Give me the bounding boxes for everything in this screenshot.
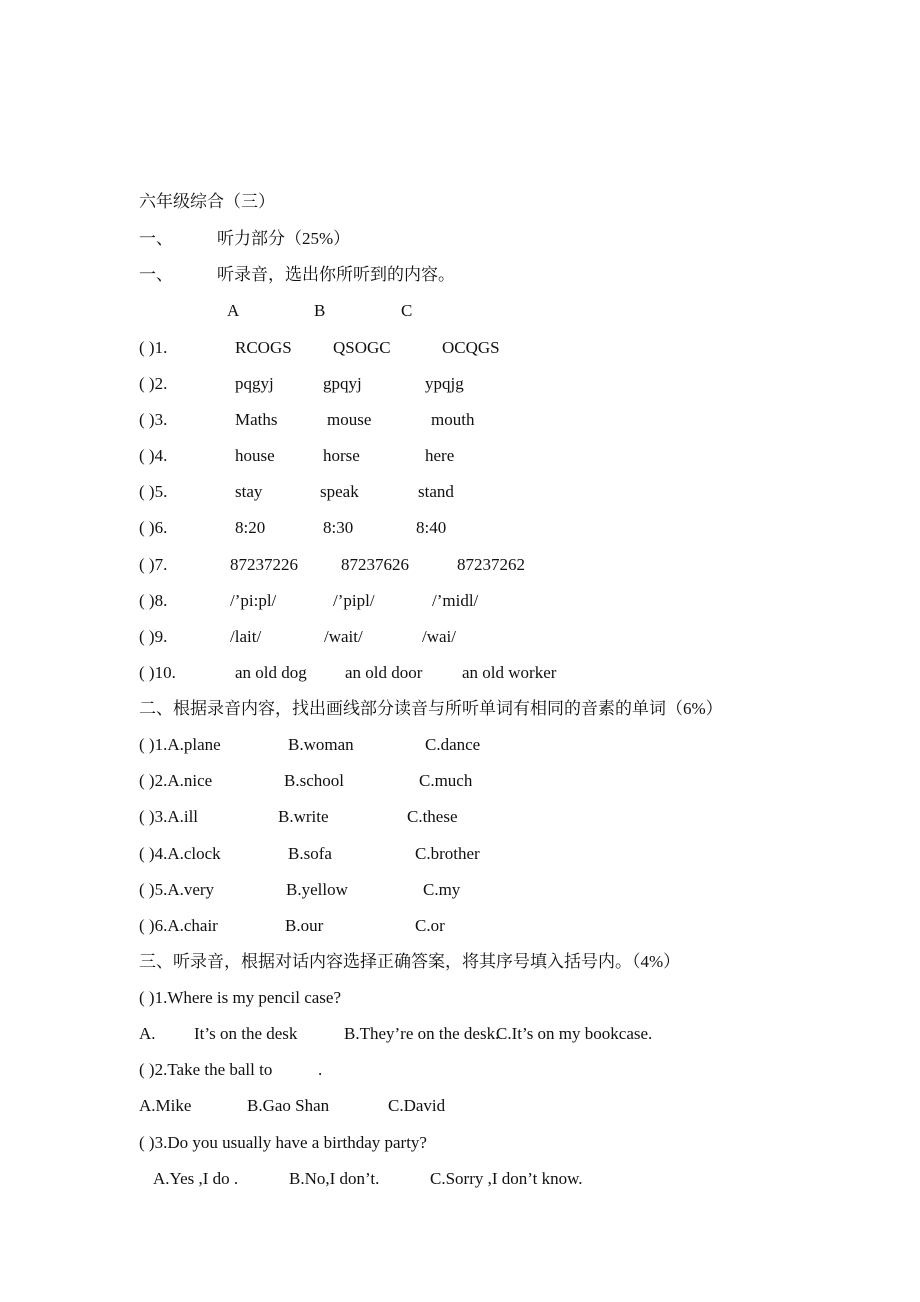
section1-number: 一、 [139, 229, 173, 248]
option-b: B.our [285, 916, 324, 935]
option-b: horse [323, 446, 360, 465]
option-a: pqgyj [235, 374, 274, 393]
q1-option-b: B.They’re on the desk. [344, 1024, 500, 1043]
option-a: Maths [235, 410, 278, 429]
q1-option-a: It’s on the desk [194, 1024, 298, 1043]
q3-option-b: B.No,I don’t. [289, 1169, 380, 1188]
option-b: an old door [345, 663, 423, 682]
section1-label: 听力部分（25%） [217, 229, 351, 248]
option-c: 87237262 [457, 555, 525, 574]
option-b: B.yellow [286, 880, 348, 899]
q3-option-a: A.Yes ,I do . [153, 1169, 239, 1188]
item-option-a: ( )3.A.ill [139, 807, 199, 826]
option-c: C.my [423, 880, 461, 899]
item-number: ( )8. [139, 591, 168, 610]
q3-option-c: C.Sorry ,I don’t know. [430, 1169, 583, 1188]
option-b: speak [320, 482, 359, 501]
option-b: 87237626 [341, 555, 409, 574]
q2-end-period: . [318, 1060, 323, 1079]
section2-heading: 二、根据录音内容，找出画线部分读音与所听单词有相同的音素的单词（6%） [139, 699, 723, 718]
section3-question-3: ( )3.Do you usually have a birthday party? [139, 1133, 427, 1152]
option-c: /wai/ [422, 627, 456, 646]
q1-option-a-letter: A. [139, 1024, 156, 1043]
option-a: /lait/ [230, 627, 262, 646]
item-number: ( )5. [139, 482, 168, 501]
option-b: B.write [278, 807, 329, 826]
option-c: here [425, 446, 455, 465]
item-number: ( )6. [139, 518, 168, 537]
option-c: C.or [415, 916, 445, 935]
item-option-a: ( )5.A.very [139, 880, 215, 899]
option-a: 8:20 [235, 518, 266, 537]
option-c: an old worker [462, 663, 557, 682]
option-c: C.these [407, 807, 458, 826]
option-c: C.much [419, 771, 473, 790]
section3-question-2: ( )2.Take the ball to [139, 1060, 273, 1079]
item-number: ( )4. [139, 446, 168, 465]
item-option-a: ( )1.A.plane [139, 735, 221, 754]
option-c: /’midl/ [432, 591, 479, 610]
column-header-a: A [227, 301, 240, 320]
item-number: ( )2. [139, 374, 168, 393]
section1-sub-number: 一、 [139, 265, 173, 284]
option-c: C.dance [425, 735, 481, 754]
option-b: QSOGC [333, 338, 391, 357]
option-c: C.brother [415, 844, 480, 863]
option-a: stay [235, 482, 263, 501]
option-c: stand [418, 482, 454, 501]
option-b: B.woman [288, 735, 354, 754]
item-number: ( )9. [139, 627, 168, 646]
q2-option-b: B.Gao Shan [247, 1096, 330, 1115]
option-b: gpqyj [323, 374, 362, 393]
option-a: RCOGS [235, 338, 292, 357]
option-a: 87237226 [230, 555, 298, 574]
item-option-a: ( )4.A.clock [139, 844, 221, 863]
item-number: ( )10. [139, 663, 176, 682]
option-c: ypqjg [425, 374, 464, 393]
option-b: 8:30 [323, 518, 354, 537]
option-a: /’pi:pl/ [230, 591, 277, 610]
item-option-a: ( )6.A.chair [139, 916, 218, 935]
section1-sub-label: 听录音，选出你所听到的内容。 [217, 265, 455, 284]
item-number: ( )7. [139, 555, 168, 574]
option-b: /’pipl/ [333, 591, 375, 610]
option-b: B.school [284, 771, 344, 790]
column-header-b: B [314, 301, 326, 320]
option-b: B.sofa [288, 844, 332, 863]
item-number: ( )3. [139, 410, 168, 429]
option-b: /wait/ [324, 627, 363, 646]
page-title: 六年级综合（三） [139, 192, 275, 211]
section3-heading: 三、听录音，根据对话内容选择正确答案，将其序号填入括号内。（4%） [139, 952, 681, 971]
q2-option-a: A.Mike [139, 1096, 192, 1115]
option-a: an old dog [235, 663, 307, 682]
q1-option-c: C.It’s on my bookcase. [496, 1024, 653, 1043]
item-number: ( )1. [139, 338, 168, 357]
option-c: mouth [431, 410, 475, 429]
q2-option-c: C.David [388, 1096, 446, 1115]
option-b: mouse [327, 410, 372, 429]
option-c: OCQGS [442, 338, 500, 357]
item-option-a: ( )2.A.nice [139, 771, 213, 790]
column-header-c: C [401, 301, 413, 320]
option-a: house [235, 446, 275, 465]
section3-question-1: ( )1.Where is my pencil case? [139, 988, 342, 1007]
option-c: 8:40 [416, 518, 447, 537]
